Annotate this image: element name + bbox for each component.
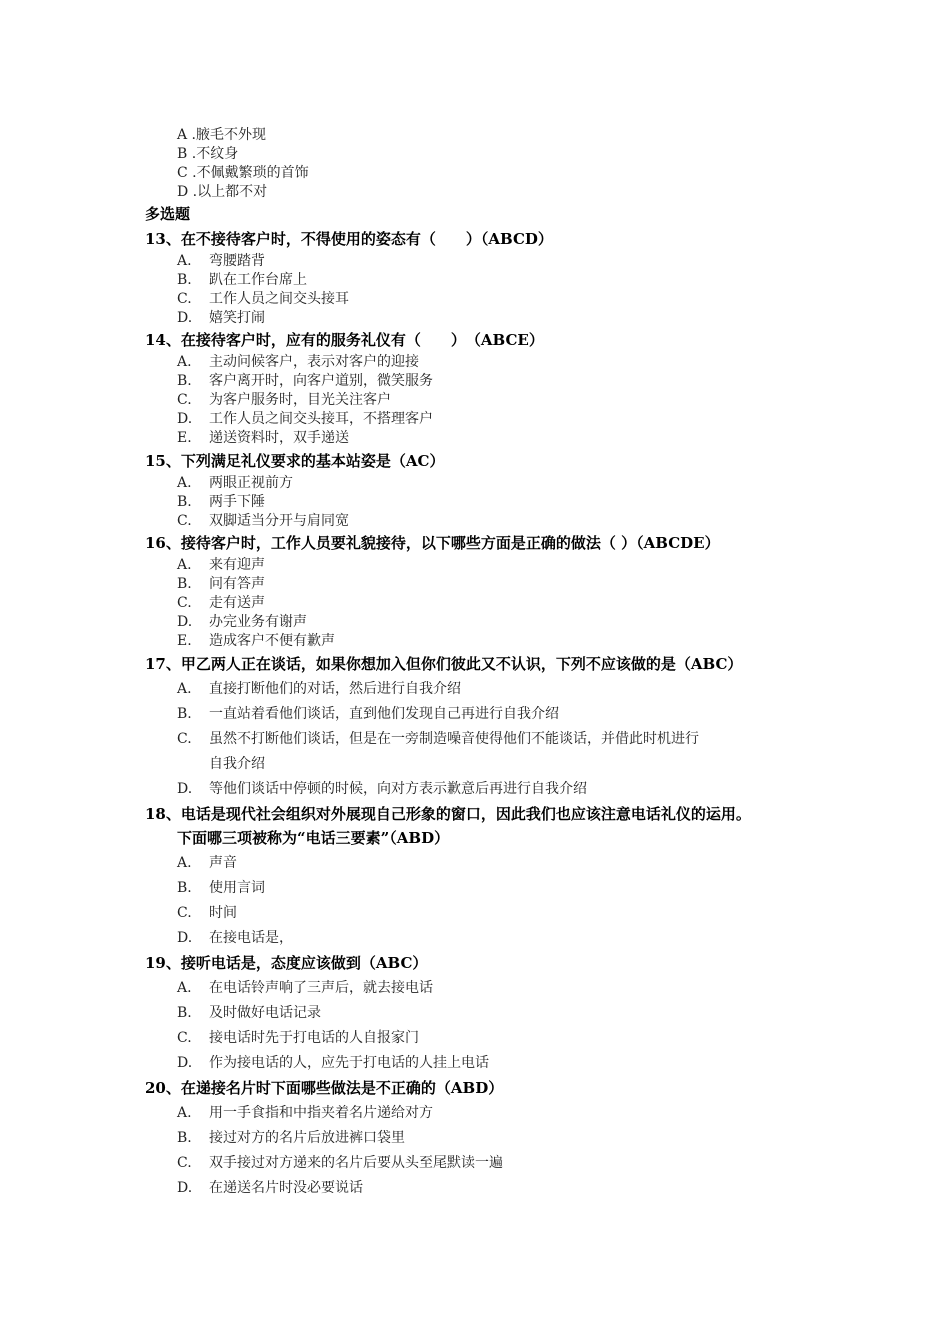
option-item — [177, 577, 265, 591]
question-stem: 13、在不接待客户时，不得使用的姿态有（ ）（ABCD） — [145, 230, 553, 248]
option-text: 办完业务有谢声 — [209, 614, 307, 630]
option-item — [177, 881, 265, 895]
top-option-c — [177, 166, 309, 180]
option-letter: E. — [177, 430, 192, 446]
question-stem: 19、接听电话是，态度应该做到（ABC） — [145, 954, 428, 972]
option-item — [177, 931, 293, 945]
option-item — [177, 1106, 433, 1120]
option-letter: C. — [177, 905, 192, 921]
top-option-d — [177, 185, 267, 199]
option-letter: D. — [177, 781, 193, 797]
option-text: 在递送名片时没必要说话 — [209, 1180, 363, 1196]
question-stem: 14、在接待客户时，应有的服务礼仪有（ ） （ABCE） — [145, 331, 544, 349]
option-item — [177, 1156, 503, 1170]
option-item — [177, 782, 587, 796]
option-text: 使用言词 — [209, 880, 265, 896]
option-text: 弯腰踏背 — [209, 253, 265, 269]
option-letter: B. — [177, 1005, 192, 1021]
option-letter: A. — [177, 980, 192, 996]
option-letter: D. — [177, 930, 193, 946]
option-item — [177, 732, 699, 746]
option-text: 一直站着看他们谈话，直到他们发现自己再进行自我介绍 — [209, 706, 559, 722]
option-letter: B . — [177, 146, 197, 162]
option-item — [177, 412, 433, 426]
option-letter: B. — [177, 576, 192, 592]
option-letter: D. — [177, 1055, 193, 1071]
option-item — [177, 615, 307, 629]
option-letter: A. — [177, 681, 192, 697]
option-text: 工作人员之间交头接耳，不搭理客户 — [209, 411, 433, 427]
option-text: 不佩戴繁琐的首饰 — [196, 165, 309, 181]
option-item — [177, 682, 461, 696]
option-letter: B. — [177, 494, 192, 510]
option-item — [177, 558, 265, 572]
option-item — [177, 431, 349, 445]
option-letter: D. — [177, 411, 193, 427]
option-text: 双脚适当分开与肩同宽 — [209, 513, 349, 529]
option-item — [177, 906, 237, 920]
option-item — [177, 254, 265, 268]
question-stem: 18、电话是现代社会组织对外展现自己形象的窗口，因此我们也应该注意电话礼仪的运用。 — [145, 805, 751, 823]
option-letter: B. — [177, 706, 192, 722]
option-letter: A. — [177, 475, 192, 491]
option-item — [177, 1056, 489, 1070]
option-text: 主动问候客户，表示对客户的迎接 — [209, 354, 419, 370]
option-item — [177, 514, 349, 528]
option-letter: B. — [177, 373, 192, 389]
option-text: 递送资料时，双手递送 — [209, 430, 349, 446]
question-stem: 15、下列满足礼仪要求的基本站姿是（AC） — [145, 452, 445, 470]
option-item — [177, 1131, 405, 1145]
option-text: 来有迎声 — [209, 557, 265, 573]
option-letter: C. — [177, 1030, 192, 1046]
option-text: 为客户服务时，目光关注客户 — [209, 392, 391, 408]
option-text: 直接打断他们的对话，然后进行自我介绍 — [209, 681, 461, 697]
option-text: 以上都不对 — [197, 184, 268, 200]
option-text: 两手下陲 — [209, 494, 265, 510]
option-item — [177, 311, 265, 325]
option-text: 两眼正视前方 — [209, 475, 293, 491]
option-text: 腋毛不外现 — [196, 127, 267, 143]
option-text: 用一手食指和中指夹着名片递给对方 — [209, 1105, 433, 1121]
option-text: 声音 — [209, 855, 237, 871]
option-item — [177, 1181, 363, 1195]
option-letter: A. — [177, 253, 192, 269]
option-text: 工作人员之间交头接耳 — [209, 291, 349, 307]
option-text: 造成客户不便有歉声 — [209, 633, 335, 649]
question-stem: 16、接待客户时，工作人员要礼貌接待，以下哪些方面是正确的做法（ ）（ABCDE） — [145, 534, 720, 552]
question-stem: 20、在递接名片时下面哪些做法是不正确的（ABD） — [145, 1079, 504, 1097]
option-item — [177, 495, 265, 509]
option-text: 接过对方的名片后放进裤口袋里 — [209, 1130, 405, 1146]
option-text: 时间 — [209, 905, 237, 921]
option-item — [177, 393, 391, 407]
option-letter: E. — [177, 633, 192, 649]
option-letter: D. — [177, 1180, 193, 1196]
option-text: 在电话铃声响了三声后，就去接电话 — [209, 980, 433, 996]
option-item — [177, 292, 349, 306]
option-letter: D . — [177, 184, 198, 200]
option-text: 等他们谈话中停顿的时候，向对方表示歉意后再进行自我介绍 — [209, 781, 587, 797]
option-letter: B. — [177, 1130, 192, 1146]
option-letter: C . — [177, 165, 197, 181]
option-text: 在接电话是， — [209, 930, 293, 946]
option-letter: D. — [177, 310, 193, 326]
option-text: 趴在工作台席上 — [209, 272, 307, 288]
option-letter: A. — [177, 354, 192, 370]
option-letter: C. — [177, 731, 192, 747]
option-text: 不纹身 — [196, 146, 239, 162]
option-item — [177, 1006, 321, 1020]
option-text: 嬉笑打闹 — [209, 310, 265, 326]
option-text: 虽然不打断他们谈话，但是在一旁制造噪音使得他们不能谈话，并借此时机进行 — [209, 731, 699, 747]
top-option-b — [177, 147, 238, 161]
option-item — [177, 476, 293, 490]
option-letter: C. — [177, 513, 192, 529]
option-text: 走有送声 — [209, 595, 265, 611]
option-letter: C. — [177, 1155, 192, 1171]
option-item — [177, 1031, 419, 1045]
option-letter: A . — [177, 127, 197, 143]
option-item — [177, 981, 433, 995]
question-stem-continued: 下面哪三项被称为“电话三要素”（ABD） — [177, 829, 450, 847]
option-item — [177, 856, 237, 870]
option-item — [177, 596, 265, 610]
option-letter: B. — [177, 272, 192, 288]
option-text: 客户离开时，向客户道别，微笑服务 — [209, 373, 433, 389]
option-letter: A. — [177, 1105, 192, 1121]
option-text: 接电话时先于打电话的人自报家门 — [209, 1030, 419, 1046]
option-text: 及时做好电话记录 — [209, 1005, 321, 1021]
option-letter: C. — [177, 392, 192, 408]
option-letter: A. — [177, 855, 192, 871]
option-letter: D. — [177, 614, 193, 630]
option-letter: A. — [177, 557, 192, 573]
option-continuation: 自我介绍 — [209, 756, 265, 772]
option-item — [177, 355, 419, 369]
option-item — [177, 634, 335, 648]
option-text: 双手接过对方递来的名片后要从头至尾默读一遍 — [209, 1155, 503, 1171]
option-text: 作为接电话的人，应先于打电话的人挂上电话 — [209, 1055, 489, 1071]
section-title: 多选题 — [145, 205, 191, 223]
top-option-a — [177, 128, 266, 142]
option-item — [177, 374, 433, 388]
option-letter: C. — [177, 291, 192, 307]
option-letter: B. — [177, 880, 192, 896]
option-text: 问有答声 — [209, 576, 265, 592]
option-item — [177, 273, 307, 287]
option-item — [177, 707, 559, 721]
option-letter: C. — [177, 595, 192, 611]
question-stem: 17、甲乙两人正在谈话，如果你想加入但你们彼此又不认识，下列不应该做的是（ABC） — [145, 655, 743, 673]
